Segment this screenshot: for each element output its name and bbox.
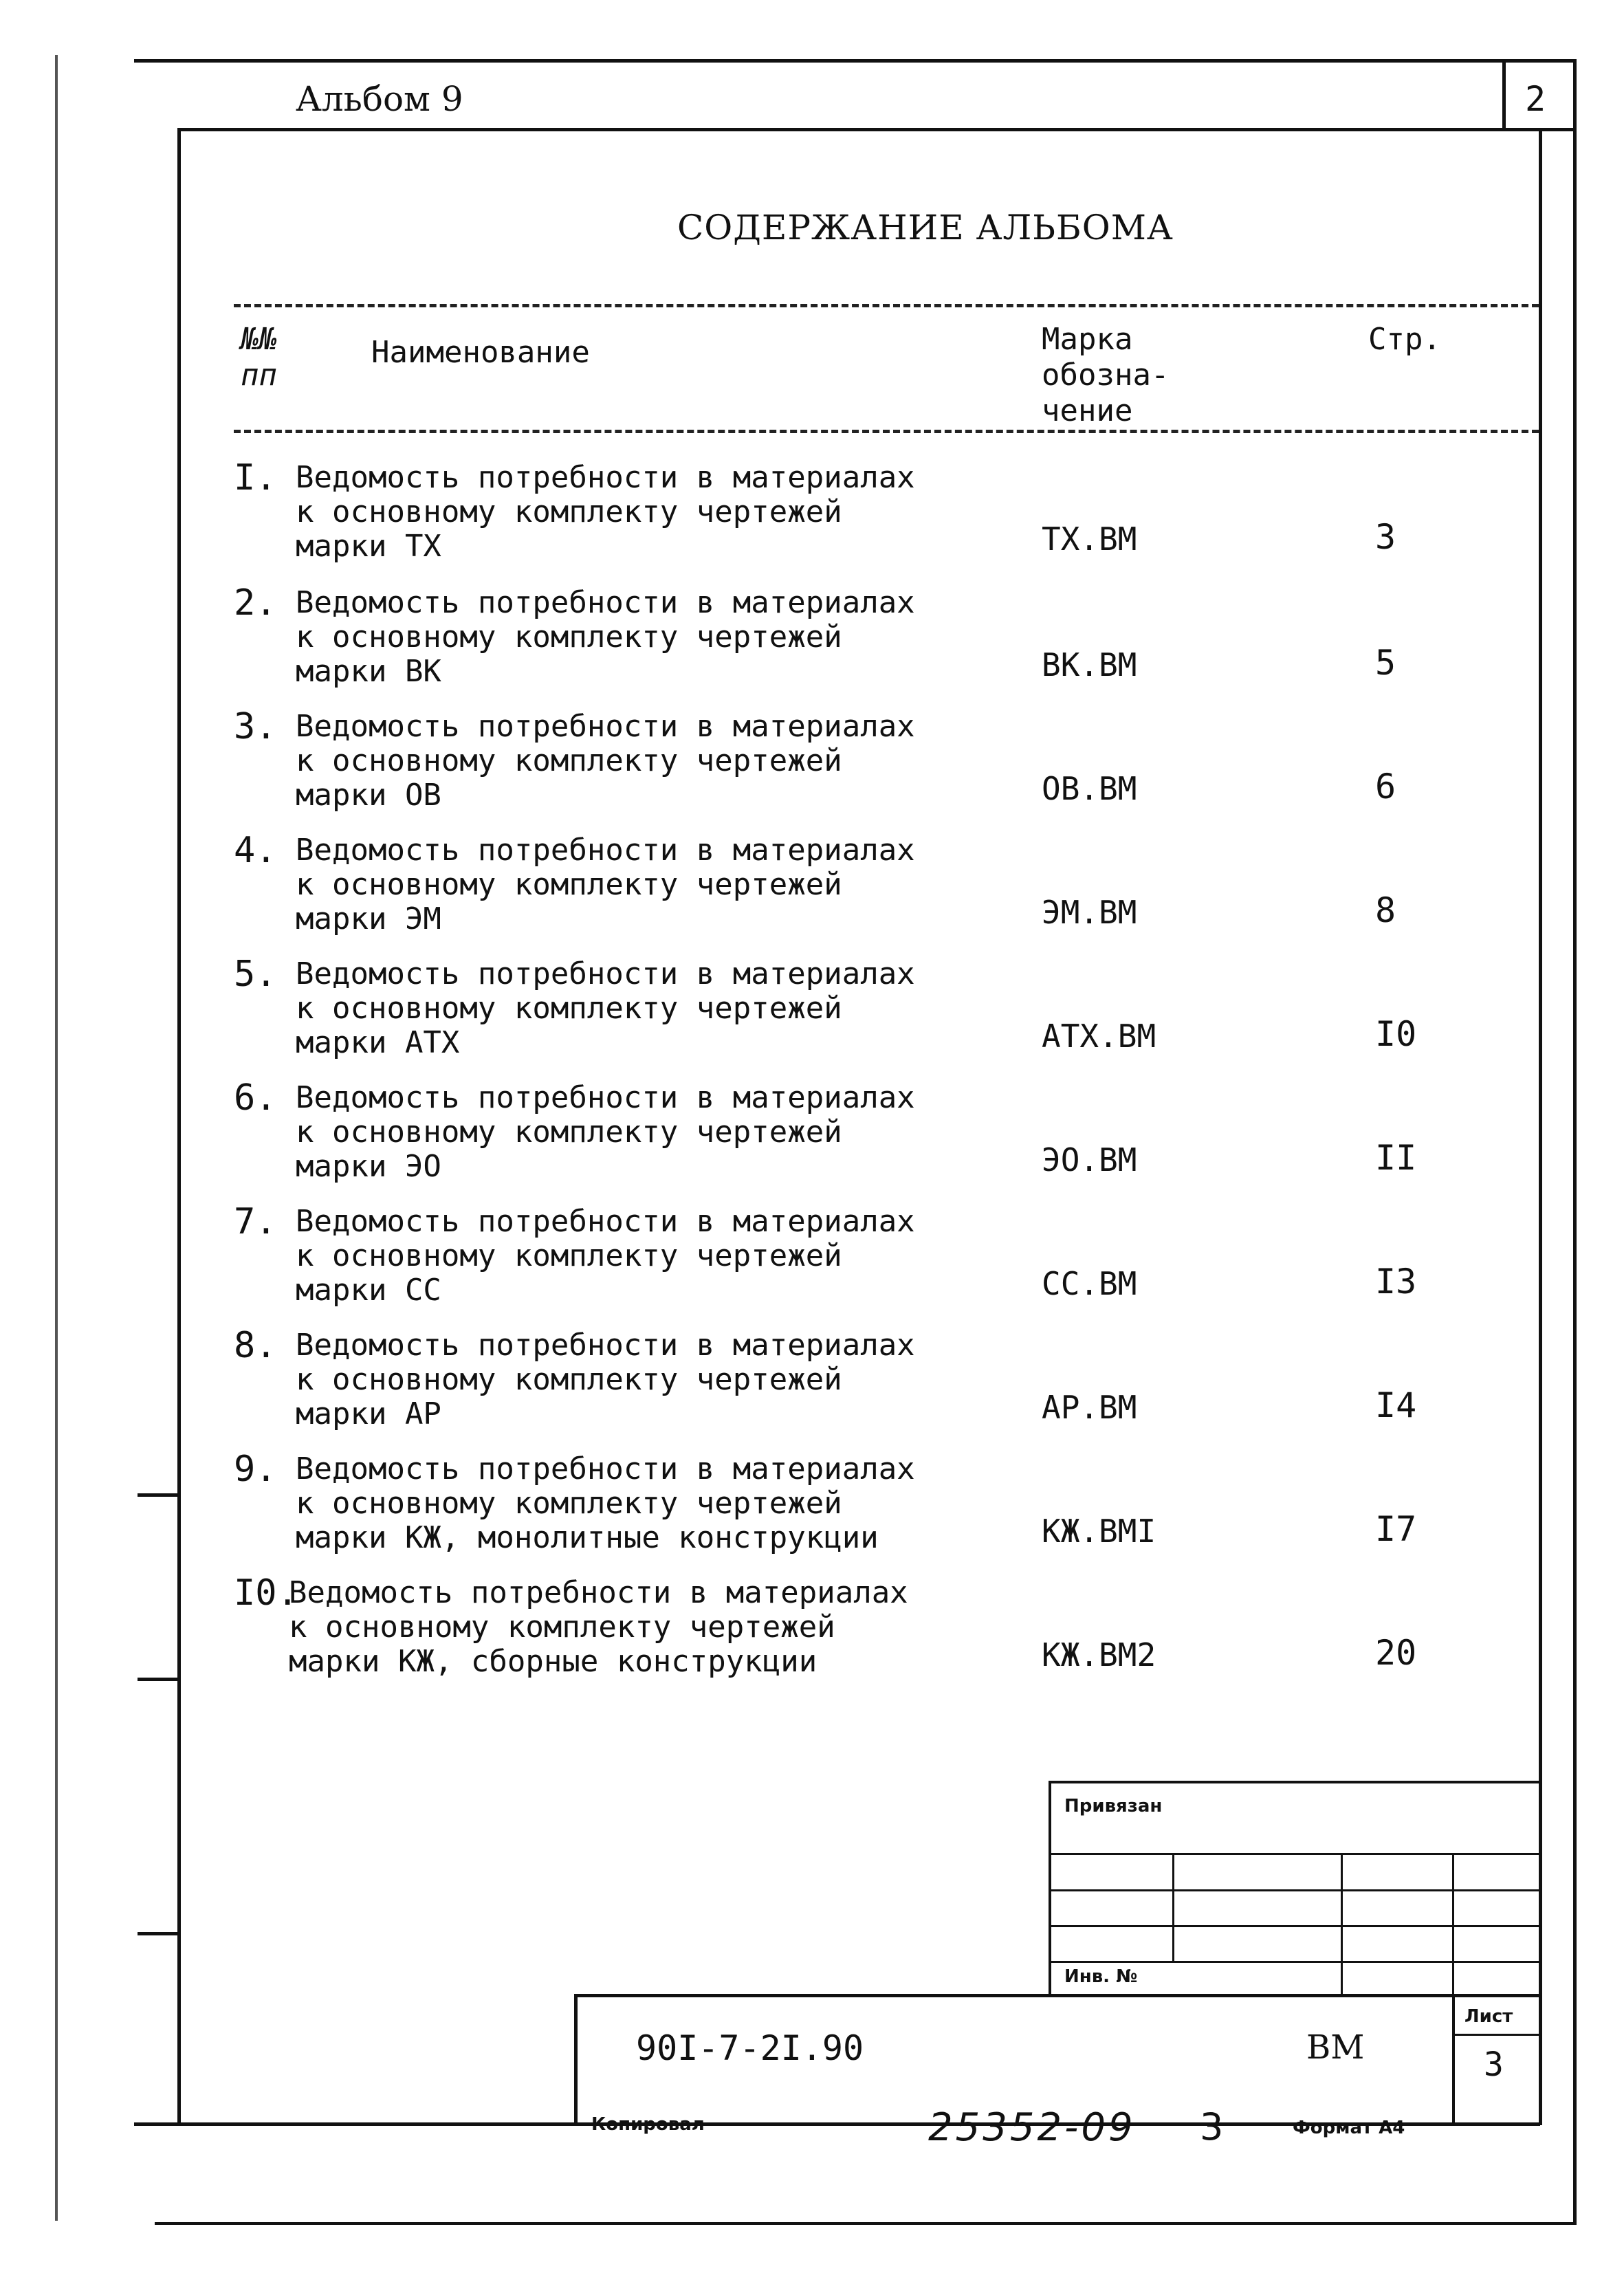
- margin-tick: [138, 1932, 177, 1935]
- row-number: 9.: [234, 1449, 277, 1490]
- row-code: СС.ВМ: [1042, 1265, 1137, 1302]
- row-number: 5.: [234, 954, 277, 995]
- order-number: 25352-09: [928, 2105, 1136, 2150]
- page-title: СОДЕРЖАНИЕ АЛЬБОМА: [677, 208, 1174, 248]
- row-page: 8: [1375, 890, 1396, 930]
- stamp-line: [1049, 1889, 1540, 1891]
- stamp-line: [1049, 1781, 1051, 1995]
- stamp-line: [1452, 1853, 1454, 1995]
- top-frame-line: [134, 59, 1574, 63]
- row-code: ЭО.ВМ: [1042, 1141, 1137, 1178]
- inner-frame-right: [1539, 128, 1542, 2125]
- binding-line: [55, 55, 58, 2221]
- document-code: 90I-7-2I.90: [636, 2028, 864, 2068]
- row-page: 3: [1375, 517, 1396, 557]
- row-name: Ведомость потребности в материалах к основному комплекту чертежей марки ЭО: [296, 1080, 915, 1184]
- stamp-line: [1049, 1781, 1540, 1783]
- row-number: 6.: [234, 1077, 277, 1119]
- row-code: ВК.ВМ: [1042, 646, 1137, 683]
- row-page: I0: [1375, 1014, 1417, 1054]
- list-box-divider: [1452, 2034, 1540, 2036]
- row-number: I.: [234, 457, 277, 498]
- row-code: ТХ.ВМ: [1042, 520, 1137, 558]
- row-number: I0.: [234, 1572, 298, 1614]
- copied-label: Копировал: [591, 2114, 705, 2135]
- list-number: 3: [1484, 2045, 1504, 2084]
- row-page: I7: [1375, 1509, 1417, 1549]
- margin-tick: [138, 1678, 177, 1681]
- row-name: Ведомость потребности в материалах к основному комплекту чертежей марки ОВ: [296, 709, 915, 813]
- row-code: ОВ.ВМ: [1042, 770, 1137, 807]
- stamp-line: [1049, 1853, 1540, 1855]
- row-name: Ведомость потребности в материалах к основному комплекту чертежей марки АТХ: [296, 956, 915, 1060]
- row-page: 6: [1375, 767, 1396, 806]
- row-name: Ведомость потребности в материалах к основному комплекту чертежей марки ВК: [296, 585, 915, 689]
- row-name: Ведомость потребности в материалах к основному комплекту чертежей марки ЭМ: [296, 833, 915, 936]
- stamp-line: [1172, 1853, 1174, 1961]
- document-mark: ВМ: [1306, 2028, 1365, 2067]
- header-bottom-dash: [234, 430, 1539, 433]
- list-box-left: [1452, 1994, 1455, 2124]
- title-block-top: [574, 1994, 1540, 1997]
- column-num-header: №№ пп: [241, 322, 277, 393]
- sheet-number-top: 2: [1525, 79, 1546, 119]
- row-page: I4: [1375, 1385, 1417, 1425]
- row-page: I3: [1375, 1262, 1417, 1302]
- row-number: 3.: [234, 706, 277, 747]
- row-code: АТХ.ВМ: [1042, 1018, 1156, 1055]
- row-number: 8.: [234, 1325, 277, 1366]
- binding-label: Привязан: [1064, 1796, 1163, 1816]
- format-label: Формат А4: [1293, 2118, 1405, 2138]
- row-number: 4.: [234, 830, 277, 871]
- row-name: Ведомость потребности в материалах к основному комплекту чертежей марки СС: [296, 1204, 915, 1308]
- list-label: Лист: [1464, 2006, 1513, 2027]
- row-code: КЖ.ВМI: [1042, 1513, 1156, 1550]
- inner-frame-left: [177, 128, 181, 2125]
- row-name: Ведомость потребности в материалах к основному комплекту чертежей марки АР: [296, 1328, 915, 1431]
- row-code: ЭМ.ВМ: [1042, 894, 1137, 931]
- row-page: II: [1375, 1138, 1417, 1178]
- stamp-line: [1049, 1925, 1540, 1927]
- row-code: АР.ВМ: [1042, 1389, 1137, 1426]
- row-number: 2.: [234, 582, 277, 624]
- album-label: Альбом 9: [296, 79, 463, 119]
- inner-frame-top: [177, 128, 1574, 131]
- row-name: Ведомость потребности в материалах к основному комплекту чертежей марки КЖ, сборные конструкции: [289, 1575, 908, 1679]
- row-number: 7.: [234, 1201, 277, 1242]
- header-top-dash: [234, 304, 1539, 307]
- column-name-header: Наименование: [371, 335, 590, 370]
- column-code-header: Марка обозна- чение: [1042, 322, 1170, 428]
- inventory-label: Инв. №: [1064, 1966, 1138, 1987]
- row-name: Ведомость потребности в материалах к основному комплекту чертежей марки КЖ, монолитные конструкции: [296, 1451, 915, 1555]
- stamp-line: [1341, 1853, 1343, 1995]
- outer-frame-right: [1573, 59, 1577, 2225]
- row-page: 20: [1375, 1633, 1417, 1673]
- stamp-line: [1049, 1961, 1540, 1963]
- row-name: Ведомость потребности в материалах к основному комплекту чертежей марки ТХ: [296, 460, 915, 564]
- sheet-box-left: [1502, 59, 1506, 128]
- outer-frame-bottom: [155, 2222, 1577, 2225]
- order-page: 3: [1200, 2105, 1224, 2149]
- margin-tick: [138, 1493, 177, 1497]
- column-page-header: Стр.: [1368, 322, 1441, 357]
- title-block-left: [574, 1994, 578, 2124]
- row-page: 5: [1375, 643, 1396, 683]
- row-code: КЖ.ВМ2: [1042, 1636, 1156, 1673]
